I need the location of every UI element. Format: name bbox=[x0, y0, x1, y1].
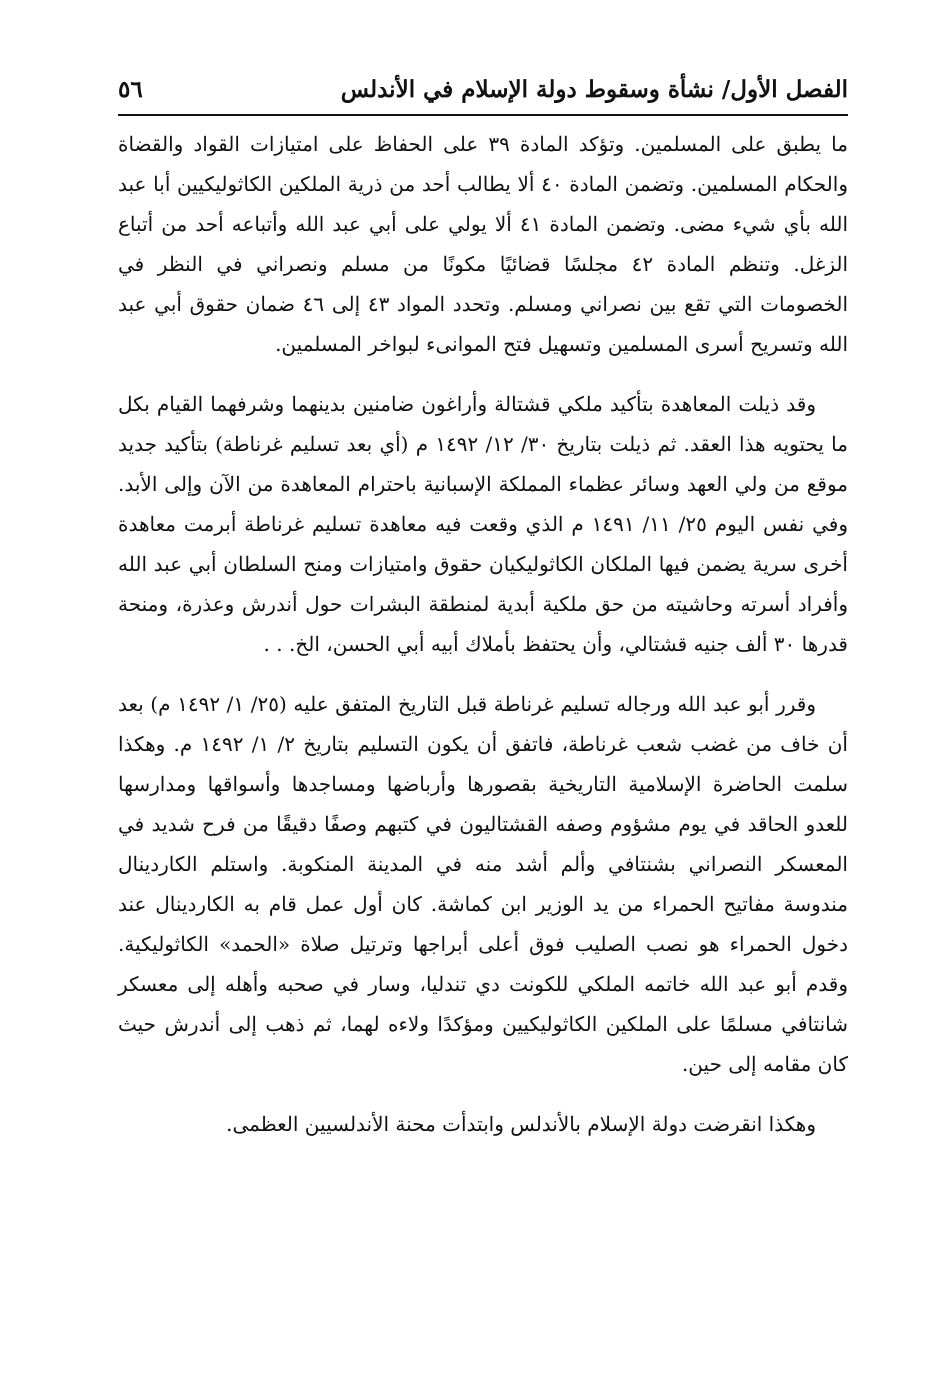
paragraph-1: ما يطبق على المسلمين. وتؤكد المادة ٣٩ على الحفاظ على امتيازات القواد والقضاة والحكام المسلمين. وتضمن المادة ٤٠ ألا يطالب أحد من ذرية الملكين الكاثوليكيين أبا عبد الله بأي شيء مضى. وتضمن المادة ٤١ ألا يولي على أبي عبد الله وأتباعه أحد من أتباع الزغل. وتنظم المادة ٤٢ مجلسًا قضائيًا مكونًا من مسلم ونصراني في النظر في الخصومات التي تقع بين نصراني ومسلم. وتحدد المواد ٤٣ إلى ٤٦ ضمان حقوق أبي عبد الله وتسريح أسرى المسلمين وتسهيل فتح الموانىء لبواخر المسلمين. bbox=[118, 132, 848, 356]
page-header bbox=[118, 72, 848, 116]
page-number: ٥٦ bbox=[118, 76, 143, 103]
running-title: الفصل الأول/ نشأة وسقوط دولة الإسلام في الأندلس bbox=[340, 76, 848, 103]
paragraph-4: وهكذا انقرضت دولة الإسلام بالأندلس وابتدأت محنة الأندلسيين العظمى. bbox=[226, 1112, 816, 1136]
body-text bbox=[118, 124, 848, 1144]
paragraph-3: وقرر أبو عبد الله ورجاله تسليم غرناطة قبل التاريخ المتفق عليه (٢٥/ ١/ ١٤٩٢ م) بعد أن خاف من غضب شعب غرناطة، فاتفق أن يكون التسليم بتاريخ ٢/ ١/ ١٤٩٢ م. وهكذا سلمت الحاضرة الإسلامية التاريخية بقصورها وأرباضها ومساجدها وأسواقها ومدارسها للعدو الحاقد في يوم مشؤوم وصفه القشتاليون في كتبهم وصفًا دقيقًا من فرح شديد في المعسكر النصراني بشنتافي وألم أشد منه في المدينة المنكوبة. واستلم الكاردينال مندوسة مفاتيح الحمراء من يد الوزير ابن كماشة. كان أول عمل قام به الكاردينال عند دخول الحمراء هو نصب الصليب فوق أعلى أبراجها وترتيل صلاة «الحمد» الكاثوليكية. وقدم أبو عبد الله خاتمه الملكي للكونت دي تندليا، وسار في صحبه وأهله إلى معسكر شانتافي مسلمًا على الملكين الكاثوليكيين ومؤكدًا ولاءه لهما، ثم ذهب إلى أندرش حيث كان مقامه إلى حين. bbox=[118, 692, 848, 1076]
paragraph-2: وقد ذيلت المعاهدة بتأكيد ملكي قشتالة وأراغون ضامنين بدينهما وشرفهما القيام بكل ما يحتويه هذا العقد. ثم ذيلت بتاريخ ٣٠/ ١٢/ ١٤٩٢ م (أي بعد تسليم غرناطة) بتأكيد جديد موقع من ولي العهد وسائر عظماء المملكة الإسبانية باحترام المعاهدة من الآن وإلى الأبد. وفي نفس اليوم ٢٥/ ١١/ ١٤٩١ م الذي وقعت فيه معاهدة تسليم غرناطة أبرمت معاهدة أخرى سرية يضمن فيها الملكان الكاثوليكيان حقوق وامتيازات ومنح السلطان أبي عبد الله وأفراد أسرته وحاشيته من حق ملكية أبدية لمنطقة البشرات حول أندرش وعذرة، ومنحة قدرها ٣٠ ألف جنيه قشتالي، وأن يحتفظ بأملاك أبيه أبي الحسن، الخ. . . bbox=[118, 392, 848, 656]
